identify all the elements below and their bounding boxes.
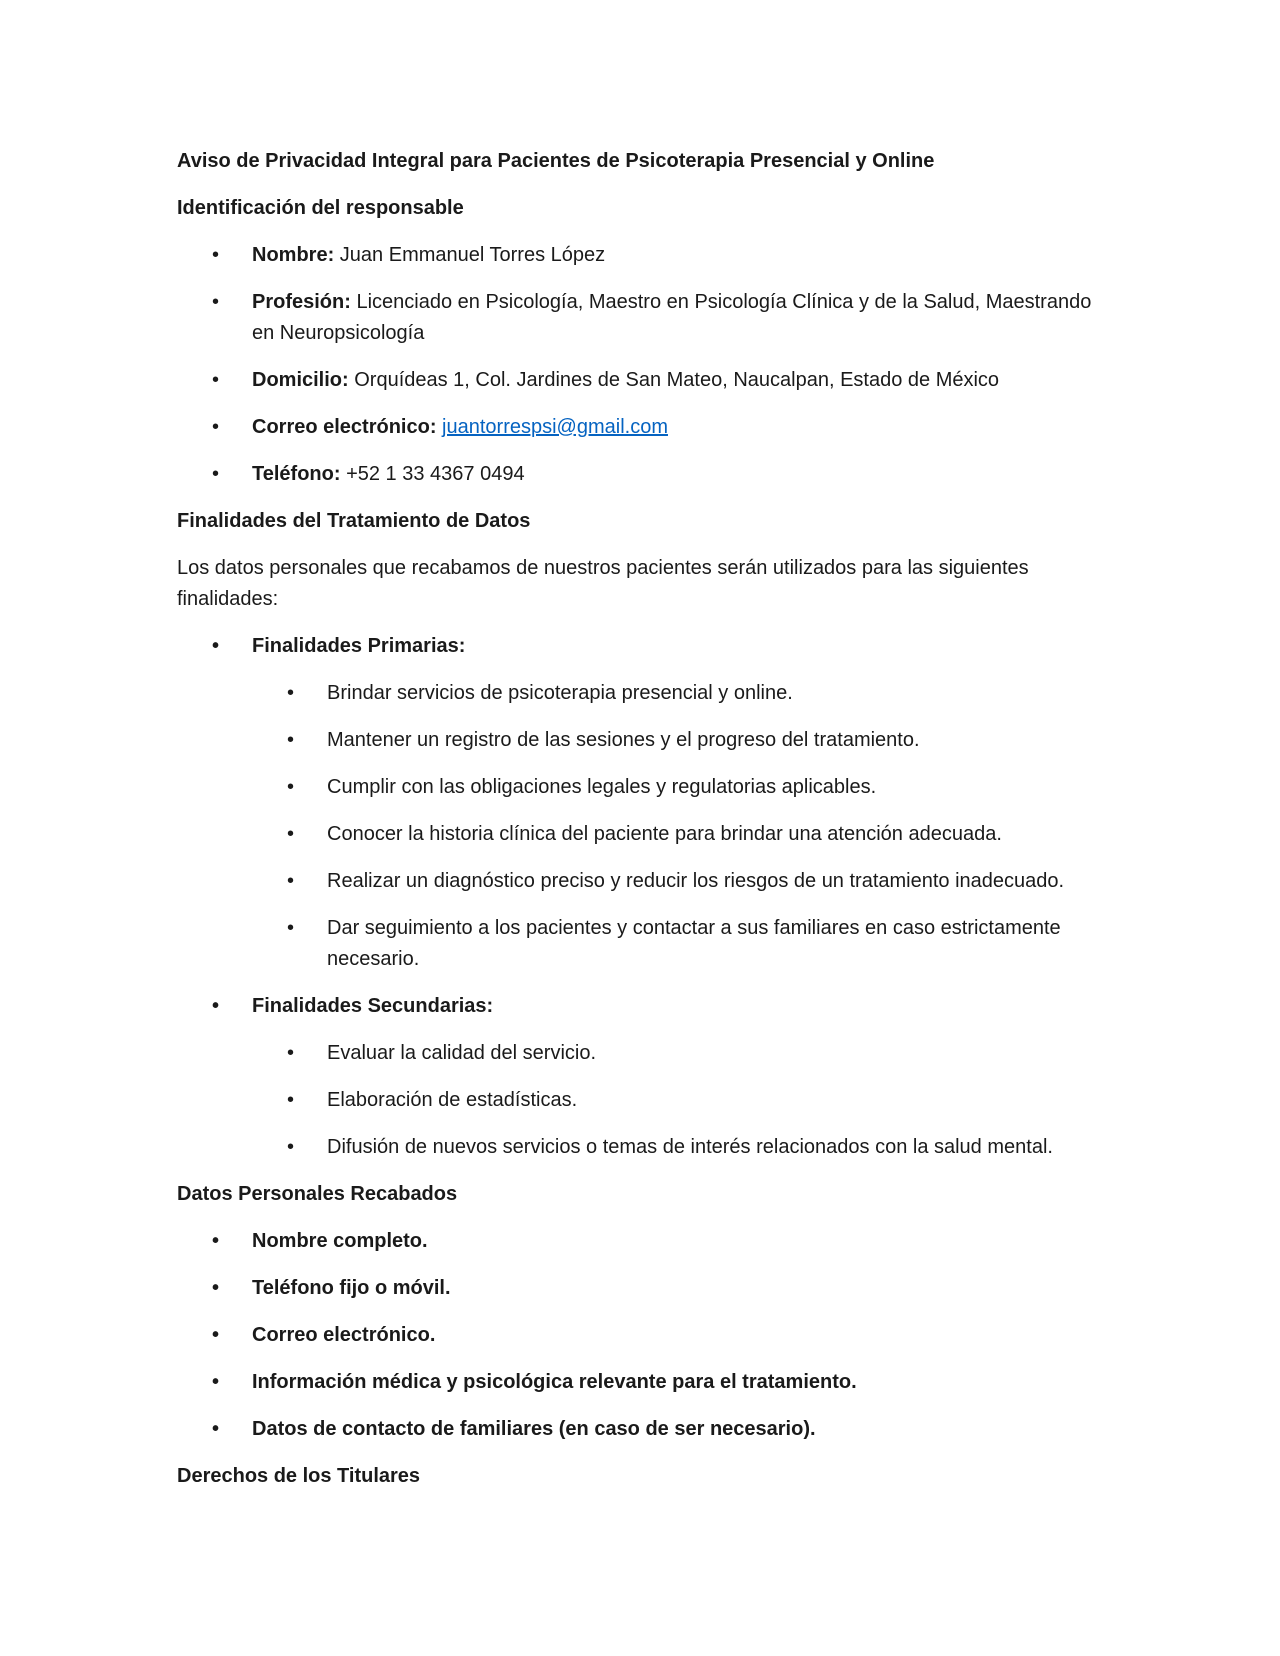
finalidades-intro: Los datos personales que recabamos de nuestros pacientes serán utilizados para las siguientes finalidades:: [177, 557, 1029, 610]
list-item: • Elaboración de estadísticas.: [177, 1085, 1117, 1116]
list-item: • Finalidades Secundarias:: [177, 991, 1117, 1022]
list-item: • Difusión de nuevos servicios o temas de interés relacionados con la salud mental.: [177, 1132, 1117, 1163]
field-value: Orquídeas 1, Col. Jardines de San Mateo, Naucalpan, Estado de México: [354, 369, 1000, 391]
list-item: • Finalidades Primarias:: [177, 631, 1117, 662]
responsable-list: [177, 240, 1117, 490]
field-value: Licenciado en Psicología, Maestro en Psicología Clínica y de la Salud, Maestrando en Neuropsicología: [252, 291, 1092, 344]
list-item: • Conocer la historia clínica del paciente para brindar una atención adecuada.: [177, 819, 1117, 850]
finalidades-list-secundarias: [177, 991, 1117, 1022]
section-heading-responsable: Identificación del responsable: [177, 197, 464, 219]
list-item: • Datos de contacto de familiares (en caso de ser necesario).: [177, 1414, 1117, 1445]
list-item: [177, 459, 1117, 490]
field-value: Juan Emmanuel Torres López: [339, 244, 606, 266]
field-label: Teléfono:: [252, 463, 341, 485]
list-item: [177, 287, 1117, 349]
field-label: Nombre:: [252, 244, 335, 266]
list-item: • Evaluar la calidad del servicio.: [177, 1038, 1117, 1069]
section-heading-derechos: Derechos de los Titulares: [177, 1465, 421, 1487]
field-value: +52 1 33 4367 0494: [346, 463, 525, 485]
list-item: • Teléfono fijo o móvil.: [177, 1273, 1117, 1304]
section-heading-finalidades: Finalidades del Tratamiento de Datos: [177, 510, 531, 532]
list-item: • Cumplir con las obligaciones legales y regulatorias aplicables.: [177, 772, 1117, 803]
finalidades-list: [177, 631, 1117, 662]
list-item: • Correo electrónico.: [177, 1320, 1117, 1351]
section-heading-datos: Datos Personales Recabados: [177, 1183, 458, 1205]
list-item: [177, 412, 1117, 443]
list-item: • Dar seguimiento a los pacientes y contactar a sus familiares en caso estrictamente necesario.: [177, 913, 1117, 975]
field-label: Domicilio:: [252, 369, 349, 391]
secundarias-list: [177, 1038, 1117, 1163]
field-label: Profesión:: [252, 291, 351, 313]
document-body: [177, 146, 1117, 1492]
document-title: Aviso de Privacidad Integral para Pacientes de Psicoterapia Presencial y Online: [177, 150, 935, 172]
field-label: Correo electrónico:: [252, 416, 437, 438]
primarias-list: [177, 678, 1117, 975]
email-link[interactable]: juantorrespsi@gmail.com: [442, 416, 668, 438]
datos-list: [177, 1226, 1117, 1445]
list-item: [177, 365, 1117, 396]
list-item: • Información médica y psicológica relevante para el tratamiento.: [177, 1367, 1117, 1398]
list-item: [177, 240, 1117, 271]
list-item: • Mantener un registro de las sesiones y el progreso del tratamiento.: [177, 725, 1117, 756]
list-item: • Realizar un diagnóstico preciso y reducir los riesgos de un tratamiento inadecuado.: [177, 866, 1117, 897]
list-item: • Brindar servicios de psicoterapia presencial y online.: [177, 678, 1117, 709]
list-item: • Nombre completo.: [177, 1226, 1117, 1257]
